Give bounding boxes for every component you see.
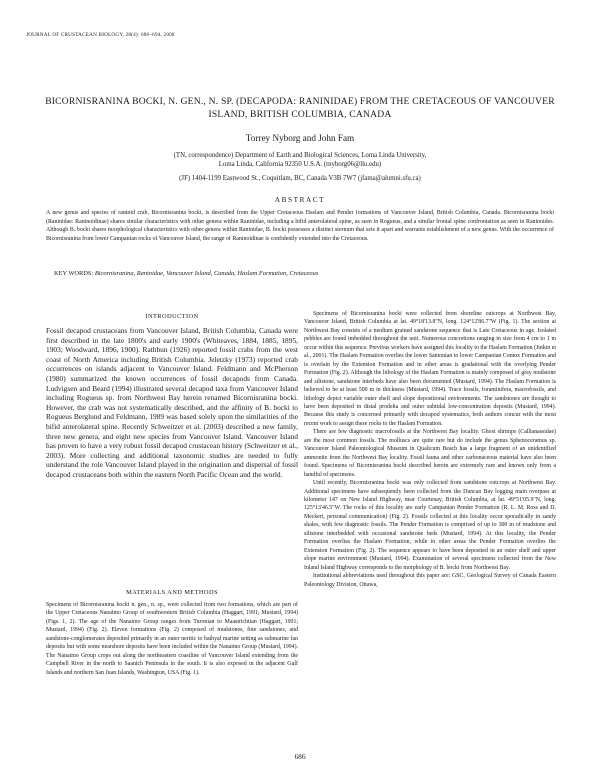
- keywords: [54, 270, 554, 277]
- affiliation-line-1: (TN, correspondence) Department of Earth and Biological Sciences, Loma Linda University,: [173, 152, 427, 159]
- page-number: 686: [294, 752, 306, 761]
- keywords-list: Bicornisranina, Raninidae, Vancouver Island, Canada, Haslam Formation, Cretaceous: [94, 270, 319, 277]
- introduction-paragraph: Fossil decapod crustaceans from Vancouver Island, British Columbia, Canada were first described in the late 1800's and early 1900's (Whiteaves, 1884, 1885, 1895, 1903; Woodward, 1896, 1900). Rathbun (1926) reported fossil crabs from the west coast of North America including British Columbia. Jeletzky (1973) reported crab occurrences on islands adjacent to Vancouver Island. Feldmann and McPherson (1980) summarized the known occurrences of fossil decapods from Canada. Ludvigsen and Beard (1994) illustrated several decapod taxa from Vancouver Island including Rogueus sp. from Northwest Bay herein renamed Bicornisranina bocki. However, the crab was not systematically described, and the affinity of B. bocki to Rogueus Berglund and Feldmann, 1989 was based solely upon the similarities of the bifid anterolateral spine. Recently Schweitzer et al. (2003) described a new family, three new genera, and eight new species from Vancouver Island. Vancouver Island has proven to have a very robust fossil decapod crustacean history (Schweitzer et al., 2003). More collecting and additional taxonomic studies are needed to fully understand the role Vancouver Island played in the origination and dispersal of fossil decapod crustaceans both within the eastern North Pacific Ocean and the world.: [46, 326, 298, 479]
- authors: Torrey Nyborg and John Fam: [245, 133, 355, 143]
- right-paragraph-1: Specimens of Bicornisranina bocki were collected from shoreline outcrops at Northwest Bay, Vancouver Island, British Columbia at lat. 49°18'13.8"N, long. 124°12'86.7"W (Fig. 1). The section at Northwest Bay consists of a medium grained sandstone sequence that is Late Cretaceous in age. Isolated pebbles are found imbedded throughout the unit. Numerous concretions ranging in size from 4 cm to 1 m occur within this sequence. Previous workers have assigned this locality to the Haslam Formation (Jinkin et al., 2001). The Haslam Formation overlies the lower Santonian to lower Campanian Comox Formation and is overlain by the Extension Formation and in other areas is gradational with the overlying Pender Formation (Fig. 2). Although the lithology of the Haslam Formation is mainly composed of gray mudstone and siltstone, sandstone interbeds have also been documented (Mustard, 1994). The Haslam Formation is believed to be at least 500 m in thickness (Mustard, 1994). Trace fossils, foraminifera, macrofossils, and lithology depict variable outer shelf and slope depositional environments. The sandstones are thought to have been deposited in distal prodelta and outer subtidal low-concentration deposits (Mustard, 1994). Because this study is concerned primarily with decapod systematics, both authors concur with the most recent work to assign these rocks to the Haslam Formation.: [304, 311, 556, 427]
- running-head: JOURNAL OF CRUSTACEAN BIOLOGY, 28(4): 686–694, 2008: [26, 32, 175, 38]
- affiliation-line-3: (JF) 1404-1199 Eastwood St., Coquitlam, BC, Canada V3B 7W7 (jfama@alumni.sfu.ca): [179, 175, 421, 182]
- introduction-text: [46, 326, 298, 480]
- right-paragraph-4: Institutional abbreviations used throughout this paper are: GSC, Geological Survey of Canada Eastern Paleontology Division, Ottawa,: [304, 573, 556, 588]
- methods-text: [46, 601, 298, 677]
- abstract-heading: ABSTRACT: [274, 196, 326, 204]
- right-paragraph-3: Until recently, Bicornisranina bocki was only collected from sandstone outcrops at Northwest Bay. Additional specimens have subsequently been collected from the Duncan Bay logging main overpass at kilometer 147 on New Island Highway, near Courtenay, British Columbia, at lat. 49°51'05.9"N, long. 125°13'46.5"W. The rocks of this locality are early Campanian Pender Formation (R. L. M. Ross and D. Meckert, personal communication) (Fig. 2). Fossils collected at this locality occur sporadically in sandy shales, with few diagnostic fossils. The Pender Formation is comprised of up to 300 m of mudstone and siltstone interbedded with occasional sandstone beds (Mustard, 1994). At this locality, the Pender Formation overlies the Haslam Formation, while in other areas the Pender Formation overlies the Extension Formation (Fig. 2). The sequence appears to have been deposited in an outer shelf and upper slope marine environment (Mustard, 1994). Examination of several specimens collected from the New Inland Island Highway corresponds to the morphology of B. bocki from Northwest Bay.: [304, 480, 556, 571]
- affiliation-line-2: Loma Linda, California 92350 U.S.A. (tnyborg06@llu.edu): [218, 161, 382, 168]
- right-paragraph-2: There are few diagnostic macrofossils at the Northwest Bay locality. Ghost shrimps (Callianassidae) are the most common fossils. The molluscs are quite rare but do include the genus Sphenoceramus sp. Vancouver Island Paleontological Museum in Qualicum Beach has a large fragment of an unidentified ammonite from the Northwest Bay locality. Fossil fauna and other carbonaceous material have also been found. Specimens of Bicornisranina bocki described herein are extremely rare and known only from a handful of specimens.: [304, 429, 556, 478]
- abstract-text: A new genus and species of raninid crab, Bicornisranina bocki, is described from the Upper Cretaceous Haslam and Pender formations of Vancouver Island, British Columbia, Canada. Bicornisranina bocki (Raninidae: Raninoidinae) shares similar characteristics with other genera within Raninidae, including a bifid anterolateral spine, as seen in Rogueus, and a similar frontal spine confrontation as seen in Raninoides. Although B. bocki shares morphological characteristics with other genera within Raninidae, B. bocki possesses a distinct sternum that sets it apart and warrants establishment of a new genus. With the occurrence of Bicornisranina from lower Campanian rocks of Vancouver Island, the range of Raninoidinae is confidently extended into the Cretaceous.: [46, 210, 554, 243]
- right-column: [304, 310, 556, 589]
- methods-heading: MATERIALS AND METHODS: [126, 589, 218, 596]
- methods-paragraph: Specimens of Bicornisranina bocki n. gen., n. sp., were collected from two formations, which are part of the Upper Cretaceous Nanaimo Group of southwestern British Columbia (Haggart, 1991; Mustard, 1994) (Figs. 1, 2). The age of the Nanaimo Group ranges from Turonian to Maastrichtian (Haggart, 1991; Mustard, 1994) (Fig. 2). Eleven formations (Fig. 2) composed of mudstones, fine sandstones, and sandstone-conglomerates deposited primarily in an outer neritic to bathyal marine setting as submarine fan deposits but with some nearshore deposits have been included within the Nanaimo Group (Mustard, 1994). The Nanaimo Group crops out along the northeastern coastline of Vancouver Island extending from the Campbell River in the north to Saanich Peninsula in the south. It is also exposed in the adjacent Gulf Islands and northern San Juan Islands, Washington, USA (Fig. 1).: [46, 602, 298, 676]
- keywords-label: KEY WORDS:: [54, 270, 94, 277]
- article-title: BICORNISRANINA BOCKI, N. GEN., N. SP. (DECAPODA: RANINIDAE) FROM THE CRETACEOUS OF VANCOUVER ISLAND, BRITISH COLUMBIA, CANADA: [45, 96, 555, 120]
- introduction-heading: INTRODUCTION: [145, 313, 199, 320]
